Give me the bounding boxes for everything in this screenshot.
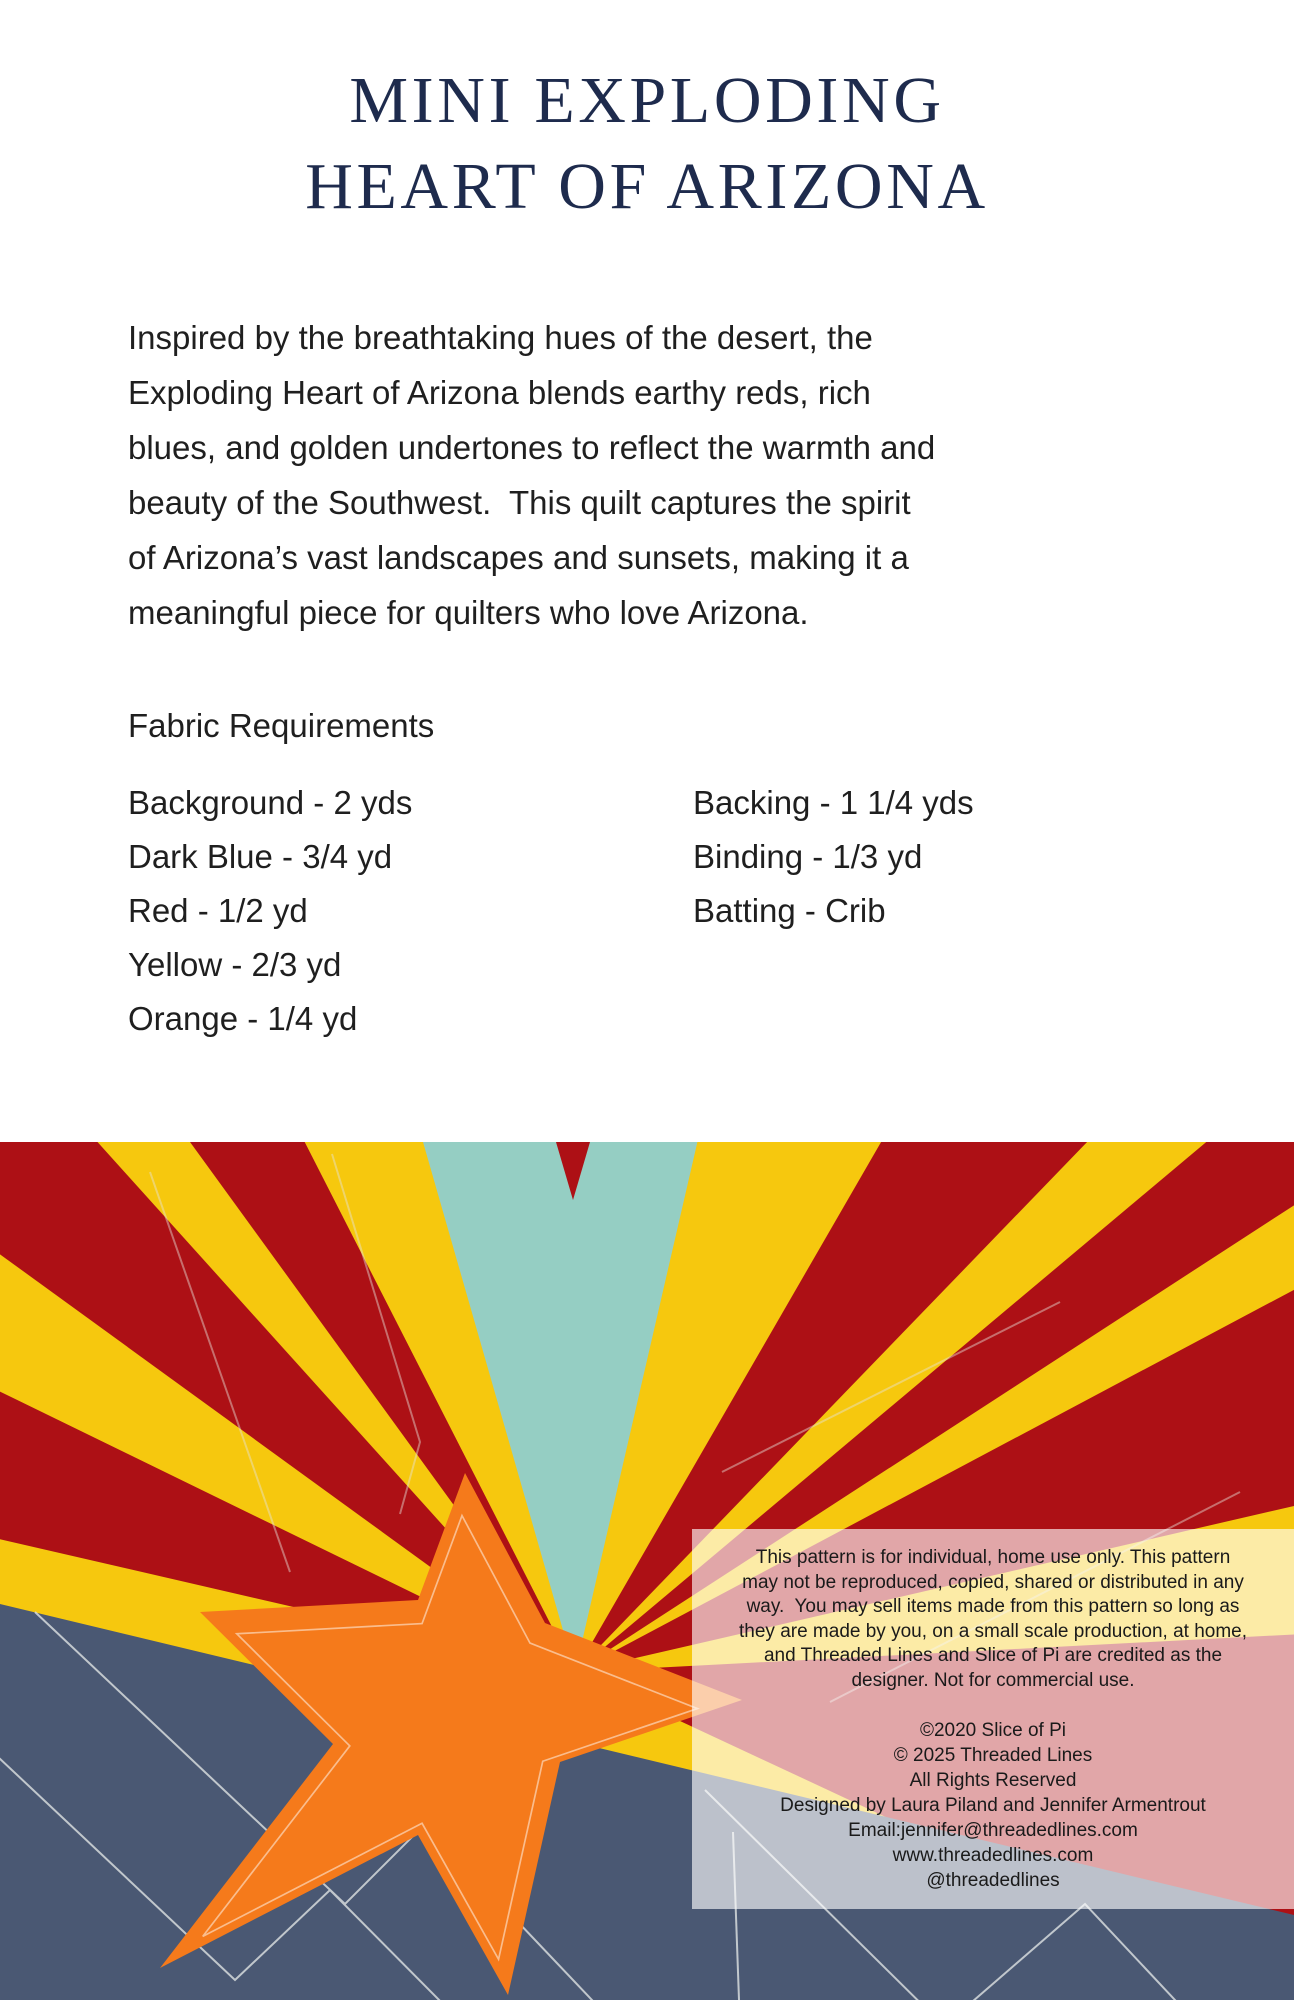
page-title-line-2: HEART OF ARIZONA: [305, 150, 989, 223]
fabric-list-left: [128, 776, 412, 1046]
copyright-slice-of-pi: ©2020 Slice of Pi: [919, 1720, 1067, 1741]
all-rights-reserved: All Rights Reserved: [909, 1770, 1077, 1791]
fabric-item-backing: Backing - 1 1/4 yds: [693, 784, 974, 821]
license-terms-line: designer. Not for commercial use.: [851, 1669, 1135, 1691]
social-handle: @threadedlines: [926, 1870, 1060, 1891]
fabric-item-dark-blue: Dark Blue - 3/4 yd: [128, 838, 393, 875]
intro-line: Inspired by the breathtaking hues of the desert, the: [128, 319, 873, 356]
license-credits: [700, 1718, 1286, 1893]
fabric-item-binding: Binding - 1/3 yd: [693, 838, 923, 875]
license-overlay: [692, 1529, 1294, 1909]
license-terms-line: may not be reproduced, copied, shared or distributed in any: [742, 1571, 1244, 1593]
license-terms-line: they are made by you, on a small scale production, at home,: [739, 1620, 1247, 1642]
fabric-item-background: Background - 2 yds: [128, 784, 413, 821]
fabric-item-yellow: Yellow - 2/3 yd: [128, 946, 342, 983]
license-terms-line: This pattern is for individual, home use only. This pattern: [755, 1547, 1231, 1568]
fabric-item-batting: Batting - Crib: [693, 892, 886, 929]
contact-email: Email:jennifer@threadedlines.com: [848, 1820, 1138, 1841]
fabric-item-red: Red - 1/2 yd: [128, 892, 308, 929]
license-terms: [700, 1546, 1286, 1693]
fabric-item-orange: Orange - 1/4 yd: [128, 1000, 358, 1037]
intro-line: Exploding Heart of Arizona blends earthy reds, rich: [128, 374, 871, 411]
designer-credit: Designed by Laura Piland and Jennifer Armentrout: [780, 1795, 1206, 1816]
intro-line: blues, and golden undertones to reflect the warmth and: [128, 429, 936, 466]
intro-line: of Arizona’s vast landscapes and sunsets, making it a: [128, 539, 909, 576]
fabric-list-right: [693, 776, 974, 938]
intro-paragraph: [128, 310, 1128, 640]
page-title: [0, 58, 1294, 230]
license-terms-line: way. You may sell items made from this pattern so long as: [746, 1596, 1240, 1617]
fabric-requirements-heading: Fabric Requirements: [128, 707, 435, 744]
intro-line: beauty of the Southwest. This quilt captures the spirit: [128, 484, 911, 521]
website-url: www.threadedlines.com: [892, 1845, 1094, 1866]
copyright-threaded-lines: © 2025 Threaded Lines: [893, 1745, 1093, 1766]
page-title-line-1: MINI EXPLODING: [349, 64, 945, 137]
intro-line: meaningful piece for quilters who love Arizona.: [128, 594, 809, 631]
license-terms-line: and Threaded Lines and Slice of Pi are credited as the: [763, 1645, 1223, 1666]
